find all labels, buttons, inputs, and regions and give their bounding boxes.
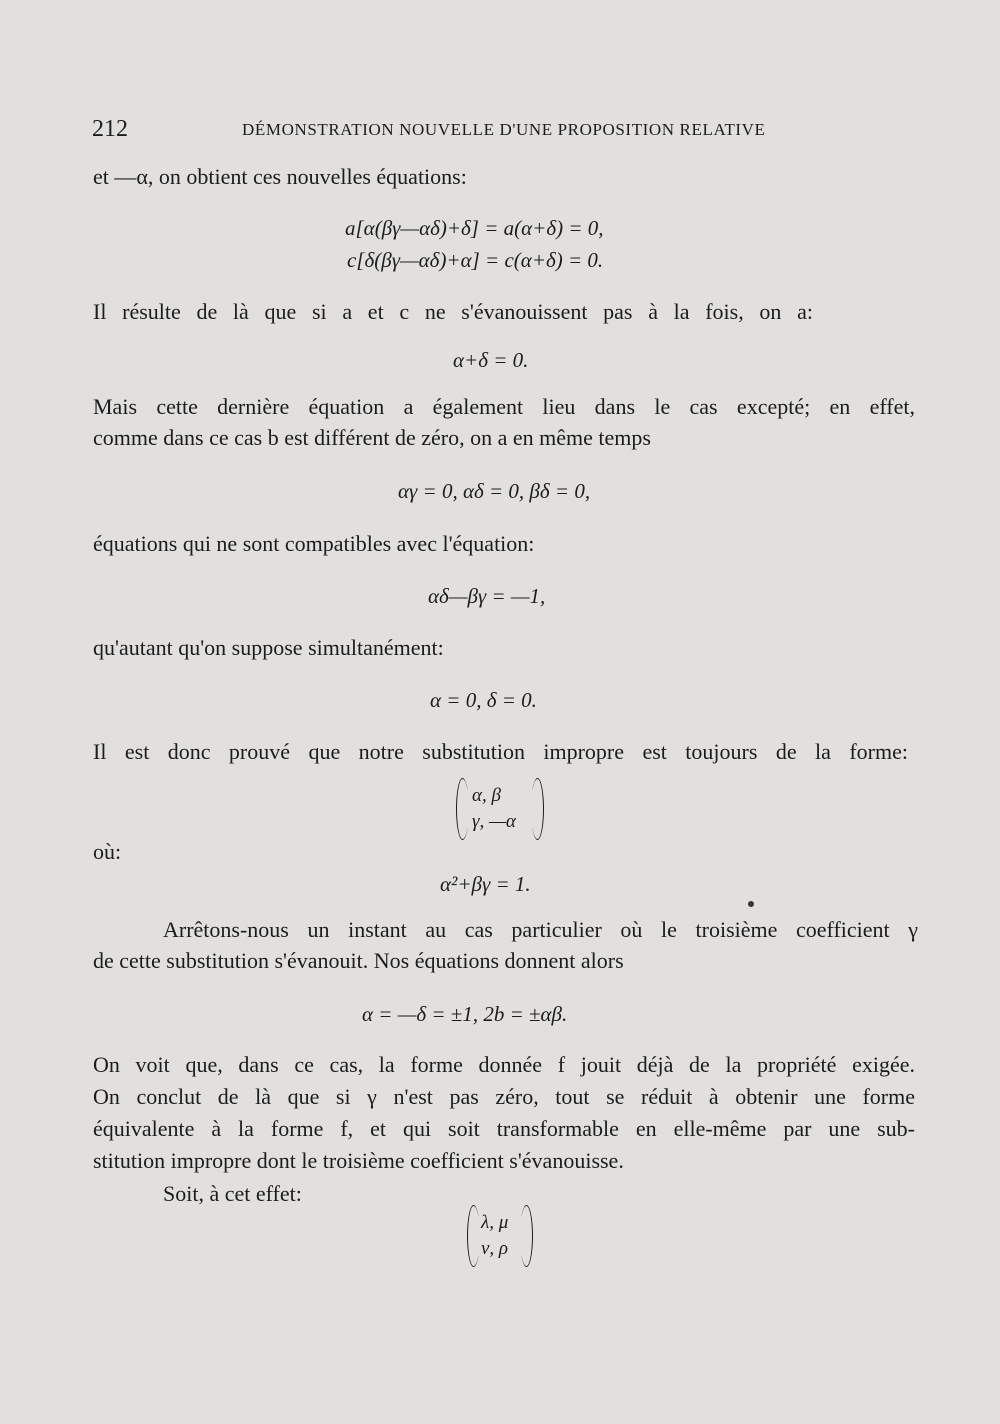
text-line: Il résulte de là que si a et c ne s'évanouissent pas à la fois, on a:	[93, 299, 813, 324]
equation: α = 0, δ = 0.	[430, 688, 537, 712]
text-line: qu'autant qu'on suppose simultanément:	[93, 635, 444, 660]
equation: αδ—βγ = —1,	[428, 584, 546, 608]
matrix-row: γ, —α	[472, 811, 516, 832]
matrix-row: λ, μ	[481, 1212, 509, 1233]
running-title: DÉMONSTRATION NOUVELLE D'UNE PROPOSITION RELATIVE	[242, 120, 766, 139]
equation: α²+βγ = 1.	[440, 872, 531, 896]
page-header	[92, 116, 912, 144]
equation: c[δ(βγ—αδ)+α] = c(α+δ) = 0.	[347, 248, 604, 272]
matrix	[467, 1205, 533, 1267]
text-line: Arrêtons-nous un instant au cas particulier où le troisième coefficient γ	[163, 917, 918, 942]
text-line: équivalente à la forme f, et qui soit transformable en elle-même par une sub-	[93, 1116, 915, 1141]
ink-spot	[748, 901, 754, 907]
text-line: On voit que, dans ce cas, la forme donnée f jouit déjà de la propriété exigée.	[93, 1052, 915, 1077]
text-line: Soit, à cet effet:	[163, 1181, 302, 1206]
text-line: stitution impropre dont le troisième coefficient s'évanouisse.	[93, 1148, 624, 1173]
equation: a[α(βγ—αδ)+δ] = a(α+δ) = 0,	[345, 216, 604, 240]
equation: α = —δ = ±1, 2b = ±αβ.	[362, 1002, 568, 1026]
text-line: On conclut de là que si γ n'est pas zéro, tout se réduit à obtenir une forme	[93, 1084, 915, 1109]
equation: α+δ = 0.	[453, 348, 529, 372]
page-number: 212	[92, 116, 128, 142]
text-line: Il est donc prouvé que notre substitution impropre est toujours de la forme:	[93, 739, 908, 764]
text-line: Mais cette dernière équation a également lieu dans le cas excepté; en effet,	[93, 394, 915, 419]
matrix	[456, 778, 544, 840]
equation: αγ = 0, αδ = 0, βδ = 0,	[398, 479, 591, 503]
text-line: comme dans ce cas b est différent de zéro, on a en même temps	[93, 425, 651, 450]
text-line: équations qui ne sont compatibles avec l'équation:	[93, 531, 535, 556]
text-line: de cette substitution s'évanouit. Nos équations donnent alors	[93, 948, 624, 973]
text-line: et —α, on obtient ces nouvelles équations:	[93, 164, 467, 189]
matrix-row: α, β	[472, 785, 501, 806]
text-line: où:	[93, 839, 122, 864]
matrix-row: ν, ρ	[481, 1238, 509, 1259]
